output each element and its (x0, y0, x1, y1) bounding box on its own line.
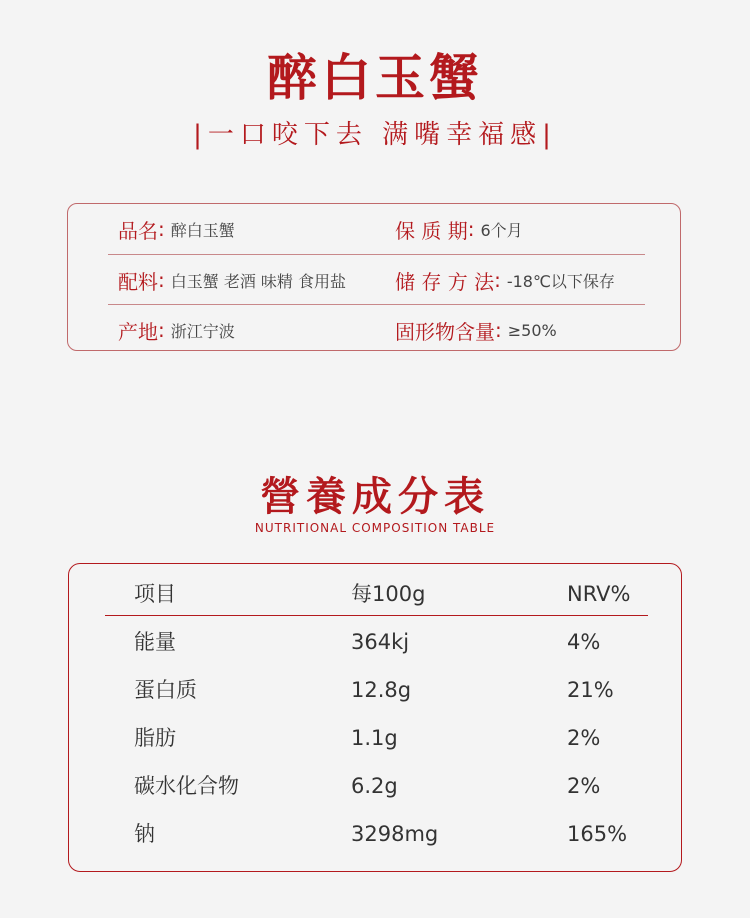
info-value: 白玉蟹 老酒 味精 食用盐 (170, 271, 347, 291)
cell-amount: 1.1g (351, 726, 398, 750)
table-row (69, 618, 683, 666)
cell-amount: 12.8g (351, 678, 412, 702)
cell-amount: 3298mg (351, 822, 439, 846)
info-value: ≥50% (507, 320, 557, 340)
header-nrv: NRV% (567, 582, 631, 606)
info-ingredients (118, 266, 346, 295)
info-row (108, 204, 645, 254)
info-shelf-life (395, 215, 523, 244)
info-label: 储 存 方 法 (395, 269, 495, 294)
info-colon: : (158, 217, 165, 241)
info-value: -18℃以下保存 (506, 271, 615, 291)
info-value: 6个月 (480, 220, 523, 240)
info-row (108, 254, 645, 305)
cell-nrv: 2% (567, 726, 601, 750)
info-solids (395, 316, 557, 345)
cell-item: 蛋白质 (134, 678, 197, 702)
info-label: 品名 (118, 218, 158, 243)
info-origin (118, 316, 235, 345)
nutrition-table (68, 563, 682, 872)
table-row (69, 666, 683, 714)
info-value: 浙江宁波 (170, 321, 235, 341)
header-per-100g: 每100g (351, 582, 426, 606)
info-colon: : (495, 318, 502, 342)
cell-nrv: 2% (567, 774, 601, 798)
info-label: 保 质 期 (395, 218, 468, 243)
cell-item: 能量 (134, 630, 176, 654)
product-title: 醉白玉蟹 (267, 48, 483, 107)
nutrition-subtitle: NUTRITIONAL COMPOSITION TABLE (254, 521, 496, 535)
info-row (108, 304, 645, 355)
info-label: 固形物含量 (395, 319, 495, 344)
info-name (118, 215, 235, 244)
nutrition-title: 營養成分表 (260, 473, 490, 520)
cell-nrv: 4% (567, 630, 601, 654)
info-label: 配料 (118, 269, 158, 294)
table-divider (105, 615, 648, 616)
product-slogan: |一口咬下去 满嘴幸福感| (193, 120, 557, 150)
info-label: 产地 (118, 319, 158, 344)
header-item: 项目 (134, 582, 176, 606)
cell-amount: 6.2g (351, 774, 398, 798)
info-colon: : (494, 268, 501, 292)
table-header-row (69, 570, 683, 618)
info-storage (395, 266, 615, 295)
cell-nrv: 21% (567, 678, 614, 702)
table-row (69, 762, 683, 810)
info-colon: : (467, 217, 475, 241)
cell-nrv: 165% (567, 822, 628, 846)
table-row (69, 714, 683, 762)
product-info-box (67, 203, 681, 351)
cell-item: 碳水化合物 (134, 774, 239, 798)
cell-amount: 364kj (351, 630, 410, 654)
info-colon: : (158, 268, 165, 292)
info-value: 醉白玉蟹 (170, 220, 235, 240)
info-colon: : (158, 318, 165, 342)
cell-item: 钠 (134, 822, 155, 846)
cell-item: 脂肪 (134, 726, 176, 750)
table-row (69, 810, 683, 858)
